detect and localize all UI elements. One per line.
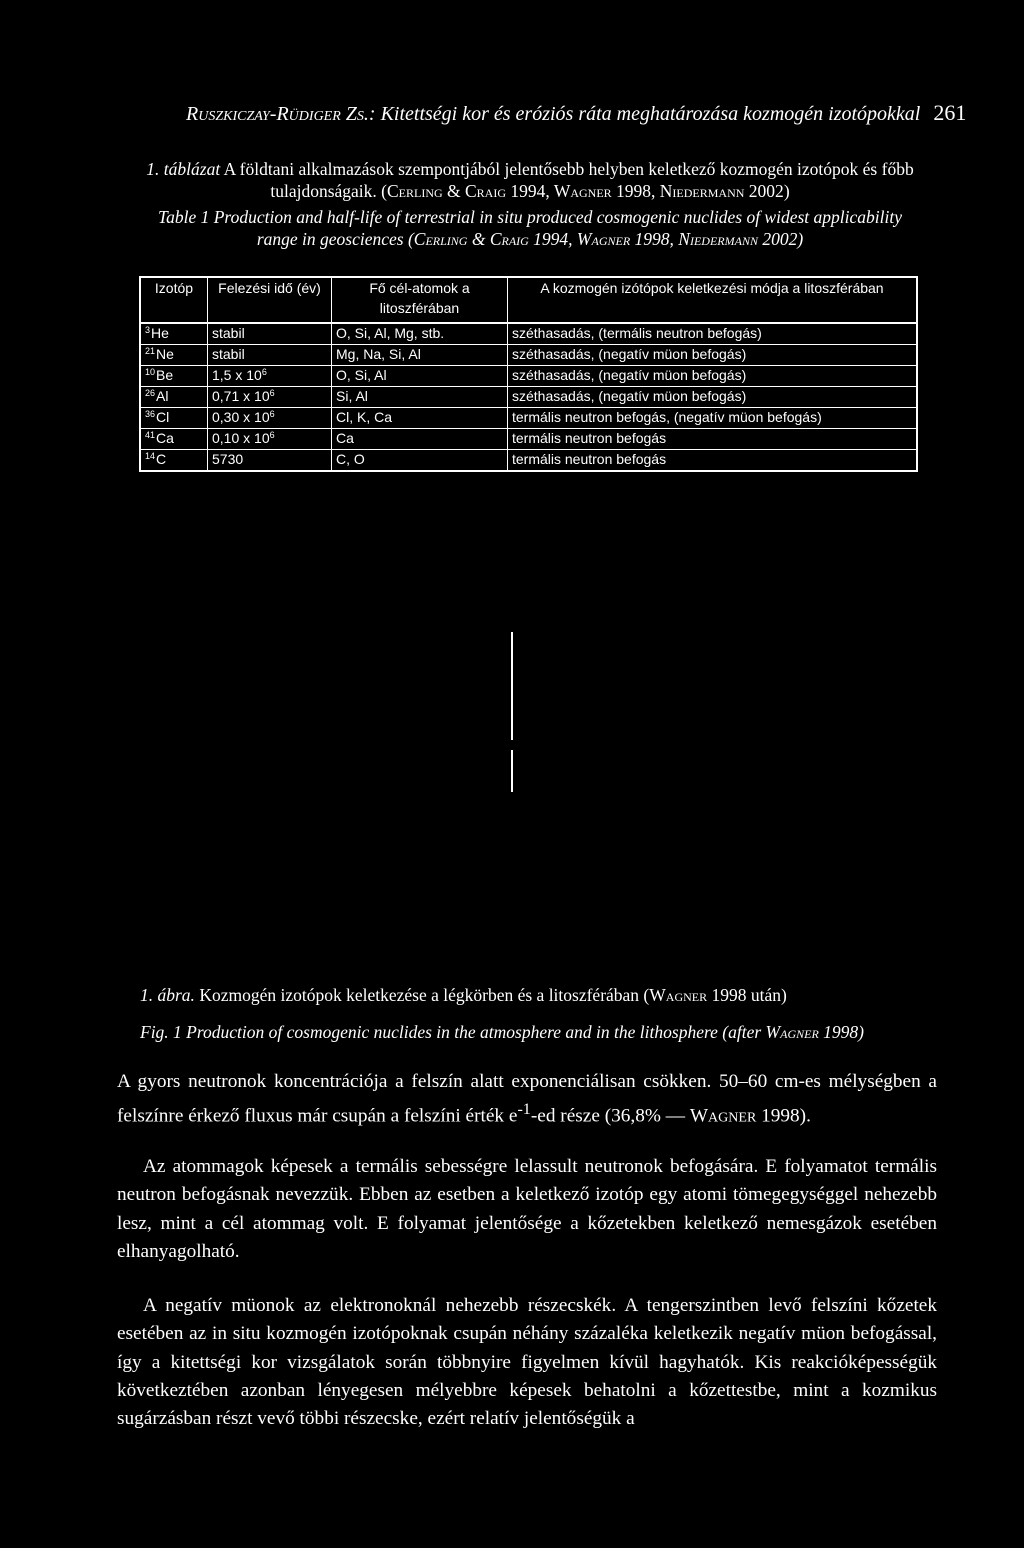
targets-cell: Cl, K, Ca <box>332 408 508 429</box>
col-header-targets: Fő cél-atomok a litoszférában <box>332 277 508 323</box>
figure-caption-en <box>140 1022 940 1043</box>
header-title: : Kitettségi kor és eróziós ráta meghatározása kozmogén izotópokkal <box>368 103 921 125</box>
p1-text: A gyors neutronok koncentrációja a felszín alatt exponenciálisan csökken. 50–60 cm-es mélységben a felszínre érkező fluxus már csupán a felszíni érték e <box>117 1071 937 1127</box>
half-life-cell: 1,5 x $10^6$ <box>208 366 332 387</box>
mode-cell: széthasadás, (negatív müon befogás) <box>508 366 918 387</box>
figure-caption-hu <box>140 985 940 1006</box>
mode-cell: széthasadás, (negatív müon befogás) <box>508 387 918 408</box>
half-life-cell: 5730 <box>208 450 332 472</box>
table-row <box>140 323 917 345</box>
isotope-cell: $^{36}$Cl <box>140 408 208 429</box>
figure-line <box>511 750 513 792</box>
body-paragraph-3: A negatív müonok az elektronoknál nehezebb részecskék. A tengerszintben levő felszíni kőzetek esetében az in situ kozmogén izotópoknak csupán néhány százaléka keletkezik negatív müon befogással, így a kitettségi kor vizsgálatok során többnyire figyelmen kívül hagyhatók. Kis reakcióképességük következtében azonban lényegesen mélyebbre képesek behatolni a kőzettestbe, mint a kozmikus sugárzásban részt vevő többi részecske, ezért relatív jelentőségük a <box>117 1295 937 1430</box>
mode-cell: termális neutron befogás <box>508 429 918 450</box>
col-header-half-life: Felezési idő (év) <box>208 277 332 323</box>
targets-cell: Mg, Na, Si, Al <box>332 345 508 366</box>
page-number: 261 <box>933 100 967 125</box>
figure-caption-en-end: 1998) <box>818 1022 864 1042</box>
p1-text-c: 1998). <box>756 1105 811 1127</box>
table-caption-hu-close: ) <box>783 181 790 201</box>
mode-cell: termális neutron befogás, (negatív müon befogás) <box>508 408 918 429</box>
table-caption-en <box>140 206 920 250</box>
mode-cell: termális neutron befogás <box>508 450 918 472</box>
targets-cell: Si, Al <box>332 387 508 408</box>
table-header-row <box>140 277 917 323</box>
isotope-cell: $^3$He <box>140 323 208 345</box>
figure-caption-en-text: Fig. 1 Production of cosmogenic nuclides in the atmosphere and in the lithosphere (after <box>140 1022 766 1042</box>
figure-caption-hu-end: 1998 után) <box>707 985 787 1005</box>
table-row <box>140 429 917 450</box>
half-life-cell: 0,30 x $10^6$ <box>208 408 332 429</box>
figure-caption-label: 1. ábra. <box>140 985 195 1005</box>
figure-area <box>140 610 920 990</box>
table-caption-hu <box>140 158 920 202</box>
isotope-cell: $^{10}$Be <box>140 366 208 387</box>
p1-exponent: -1 <box>517 1101 531 1119</box>
half-life-cell: 0,10 x $10^6$ <box>208 429 332 450</box>
body-paragraph-1 <box>117 1068 937 1131</box>
isotope-cell: $^{14}$C <box>140 450 208 472</box>
p1-text-b: -ed része (36,8% — <box>530 1105 690 1127</box>
targets-cell: C, O <box>332 450 508 472</box>
table-caption-en-refs: Cerling & Craig 1994, Wagner 1998, Niedermann 2002 <box>413 229 798 249</box>
mode-cell: széthasadás, (negatív müon befogás) <box>508 345 918 366</box>
col-header-isotope: Izotóp <box>140 277 208 323</box>
half-life-cell: stabil <box>208 345 332 366</box>
table-body <box>140 323 917 471</box>
table-row <box>140 408 917 429</box>
isotope-cell: $^{26}$Al <box>140 387 208 408</box>
col-header-mode: A kozmogén izótópok keletkezési módja a litoszférában <box>508 277 918 323</box>
half-life-cell: 0,71 x $10^6$ <box>208 387 332 408</box>
mode-cell: széthasadás, (termális neutron befogás) <box>508 323 918 345</box>
table-caption-label: 1. táblázat <box>146 159 221 179</box>
header-author: Ruszkiczay-Rüdiger Zs. <box>186 103 369 125</box>
figure-caption-en-ref: Wagner <box>765 1022 819 1042</box>
table-row <box>140 366 917 387</box>
isotope-cell: $^{21}$Ne <box>140 345 208 366</box>
half-life-cell: stabil <box>208 323 332 345</box>
table-caption-en-close: ) <box>797 229 804 249</box>
table-row <box>140 387 917 408</box>
isotope-cell: $^{41}$Ca <box>140 429 208 450</box>
targets-cell: O, Si, Al, Mg, stb. <box>332 323 508 345</box>
table-caption-hu-text: A földtani alkalmazások szempontjából jelentősebb helyben keletkező kozmogén izotópok és főbb tulajdonságaik. ( <box>223 159 914 201</box>
p1-ref: Wagner <box>689 1105 757 1127</box>
table-caption-hu-refs: Cerling & Craig 1994, Wagner 1998, Niedermann 2002 <box>386 181 784 201</box>
table-row <box>140 345 917 366</box>
isotope-table <box>139 276 918 472</box>
table-row <box>140 450 917 472</box>
running-head <box>186 100 967 126</box>
targets-cell: O, Si, Al <box>332 366 508 387</box>
targets-cell: Ca <box>332 429 508 450</box>
figure-caption-hu-text: Kozmogén izotópok keletkezése a légkörben és a litoszférában ( <box>194 985 650 1005</box>
figure-caption-hu-ref: Wagner <box>649 985 708 1005</box>
table-caption-en-text: Table 1 Production and half-life of terrestrial in situ produced cosmogenic nuclides of widest applicability range in geosciences ( <box>157 207 902 249</box>
body-paragraph-2: Az atommagok képesek a termális sebességre lelassult neutronok befogására. E folyamatot termális neutron befogásnak nevezzük. Ebben az esetben a keletkező izotóp egy atomi tömegegységgel nehezebb lesz, mint a cél atommag volt. E folyamat jelentősége a kőzetekben keletkező nemesgázok esetében elhanyagolható. <box>117 1156 937 1262</box>
figure-line <box>511 632 513 740</box>
